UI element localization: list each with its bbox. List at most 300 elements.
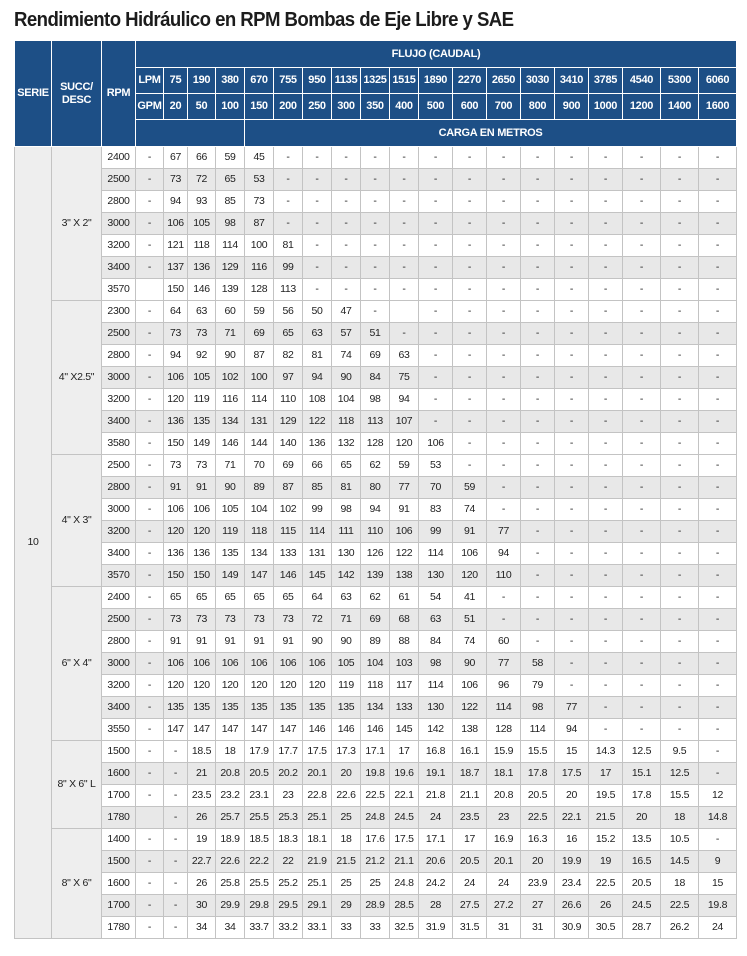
- value-cell: 94: [361, 499, 390, 521]
- succ-desc-cell: 6" X 4": [52, 587, 102, 741]
- value-cell: 73: [164, 323, 188, 345]
- value-cell: 24: [487, 873, 521, 895]
- rpm-cell: 3400: [102, 257, 136, 279]
- lpm-value: 1135: [332, 68, 361, 94]
- value-cell: 73: [245, 609, 274, 631]
- lpm-value: 380: [216, 68, 245, 94]
- value-cell: 120: [164, 675, 188, 697]
- value-cell: -: [390, 169, 419, 191]
- value-cell: 31: [487, 917, 521, 939]
- value-cell: -: [699, 631, 737, 653]
- lpm-blank-cell: -: [136, 917, 164, 939]
- value-cell: 47: [332, 301, 361, 323]
- value-cell: -: [274, 191, 303, 213]
- value-cell: -: [699, 719, 737, 741]
- value-cell: 106: [453, 543, 487, 565]
- value-cell: 89: [361, 631, 390, 653]
- value-cell: 110: [274, 389, 303, 411]
- value-cell: -: [453, 323, 487, 345]
- value-cell: 104: [245, 499, 274, 521]
- value-cell: -: [589, 389, 623, 411]
- value-cell: 74: [332, 345, 361, 367]
- gpm-value: 800: [521, 94, 555, 120]
- value-cell: 146: [361, 719, 390, 741]
- value-cell: 15.2: [589, 829, 623, 851]
- lpm-blank-cell: [136, 279, 164, 301]
- value-cell: 57: [332, 323, 361, 345]
- value-cell: 144: [245, 433, 274, 455]
- value-cell: -: [487, 455, 521, 477]
- value-cell: 25: [332, 807, 361, 829]
- value-cell: 22.6: [332, 785, 361, 807]
- value-cell: -: [623, 499, 661, 521]
- value-cell: 29.8: [245, 895, 274, 917]
- value-cell: -: [487, 191, 521, 213]
- table-row: [15, 565, 737, 587]
- rpm-cell: 1780: [102, 917, 136, 939]
- value-cell: -: [699, 389, 737, 411]
- value-cell: 147: [245, 719, 274, 741]
- value-cell: 59: [216, 147, 245, 169]
- value-cell: 149: [188, 433, 216, 455]
- value-cell: 116: [245, 257, 274, 279]
- value-cell: -: [555, 433, 589, 455]
- value-cell: -: [419, 257, 453, 279]
- value-cell: 106: [164, 653, 188, 675]
- value-cell: 114: [487, 697, 521, 719]
- value-cell: -: [419, 279, 453, 301]
- value-cell: 135: [164, 697, 188, 719]
- value-cell: -: [661, 191, 699, 213]
- value-cell: 150: [188, 565, 216, 587]
- lpm-value: 1515: [390, 68, 419, 94]
- value-cell: 20: [555, 785, 589, 807]
- rpm-cell: 3580: [102, 433, 136, 455]
- value-cell: 99: [419, 521, 453, 543]
- value-cell: -: [521, 609, 555, 631]
- value-cell: 72: [303, 609, 332, 631]
- value-cell: -: [521, 411, 555, 433]
- value-cell: 119: [332, 675, 361, 697]
- value-cell: -: [487, 301, 521, 323]
- value-cell: -: [661, 631, 699, 653]
- value-cell: -: [419, 235, 453, 257]
- table-row: [15, 741, 737, 763]
- value-cell: 107: [390, 411, 419, 433]
- value-cell: 118: [245, 521, 274, 543]
- value-cell: -: [419, 323, 453, 345]
- value-cell: 62: [361, 455, 390, 477]
- value-cell: -: [623, 587, 661, 609]
- value-cell: -: [589, 345, 623, 367]
- value-cell: -: [521, 433, 555, 455]
- value-cell: 81: [303, 345, 332, 367]
- rpm-cell: 2400: [102, 147, 136, 169]
- value-cell: -: [661, 147, 699, 169]
- value-cell: -: [623, 609, 661, 631]
- lpm-value: 1325: [361, 68, 390, 94]
- value-cell: 145: [303, 565, 332, 587]
- gpm-value: 700: [487, 94, 521, 120]
- value-cell: -: [332, 169, 361, 191]
- value-cell: -: [661, 323, 699, 345]
- value-cell: 147: [164, 719, 188, 741]
- value-cell: 20.5: [453, 851, 487, 873]
- value-cell: 26.2: [661, 917, 699, 939]
- value-cell: -: [589, 565, 623, 587]
- value-cell: -: [589, 609, 623, 631]
- value-cell: 120: [453, 565, 487, 587]
- value-cell: 102: [274, 499, 303, 521]
- value-cell: 14.5: [661, 851, 699, 873]
- lpm-label: LPM: [136, 68, 164, 94]
- value-cell: -: [164, 785, 188, 807]
- value-cell: -: [419, 389, 453, 411]
- value-cell: 83: [419, 499, 453, 521]
- value-cell: 122: [390, 543, 419, 565]
- value-cell: 150: [164, 279, 188, 301]
- value-cell: -: [555, 389, 589, 411]
- value-cell: -: [623, 257, 661, 279]
- value-cell: -: [623, 235, 661, 257]
- value-cell: 20: [623, 807, 661, 829]
- lpm-blank-cell: -: [136, 587, 164, 609]
- value-cell: -: [699, 829, 737, 851]
- rpm-cell: 2500: [102, 323, 136, 345]
- value-cell: -: [361, 191, 390, 213]
- value-cell: -: [521, 213, 555, 235]
- value-cell: -: [589, 191, 623, 213]
- value-cell: 22.5: [361, 785, 390, 807]
- value-cell: 73: [188, 455, 216, 477]
- value-cell: 65: [188, 587, 216, 609]
- value-cell: 135: [188, 411, 216, 433]
- value-cell: -: [623, 697, 661, 719]
- value-cell: -: [164, 807, 188, 829]
- value-cell: 20: [332, 763, 361, 785]
- value-cell: 91: [164, 477, 188, 499]
- lpm-blank-cell: -: [136, 521, 164, 543]
- value-cell: 21: [188, 763, 216, 785]
- lpm-blank-cell: -: [136, 433, 164, 455]
- value-cell: -: [390, 147, 419, 169]
- value-cell: 69: [361, 345, 390, 367]
- value-cell: 73: [188, 323, 216, 345]
- lpm-blank-cell: [136, 807, 164, 829]
- value-cell: 140: [274, 433, 303, 455]
- rpm-cell: 1700: [102, 785, 136, 807]
- value-cell: 59: [245, 301, 274, 323]
- value-cell: 17.9: [245, 741, 274, 763]
- value-cell: 22.1: [390, 785, 419, 807]
- value-cell: -: [521, 279, 555, 301]
- value-cell: -: [623, 323, 661, 345]
- gpm-value: 350: [361, 94, 390, 120]
- value-cell: -: [623, 147, 661, 169]
- value-cell: 111: [332, 521, 361, 543]
- value-cell: 63: [390, 345, 419, 367]
- value-cell: -: [699, 411, 737, 433]
- value-cell: -: [699, 433, 737, 455]
- value-cell: 17.5: [390, 829, 419, 851]
- value-cell: 87: [245, 213, 274, 235]
- value-cell: -: [332, 257, 361, 279]
- lpm-value: 2270: [453, 68, 487, 94]
- value-cell: -: [521, 521, 555, 543]
- lpm-blank-cell: -: [136, 719, 164, 741]
- value-cell: 51: [453, 609, 487, 631]
- value-cell: 104: [361, 653, 390, 675]
- value-cell: -: [487, 433, 521, 455]
- value-cell: 17.1: [361, 741, 390, 763]
- gpm-value: 1600: [699, 94, 737, 120]
- rpm-cell: 1500: [102, 851, 136, 873]
- value-cell: -: [555, 565, 589, 587]
- value-cell: -: [623, 631, 661, 653]
- value-cell: 10.5: [661, 829, 699, 851]
- value-cell: 90: [332, 367, 361, 389]
- value-cell: 59: [390, 455, 419, 477]
- value-cell: -: [487, 587, 521, 609]
- value-cell: 15.9: [487, 741, 521, 763]
- value-cell: -: [661, 565, 699, 587]
- lpm-blank-cell: -: [136, 697, 164, 719]
- value-cell: 90: [453, 653, 487, 675]
- value-cell: 69: [245, 323, 274, 345]
- value-cell: -: [555, 455, 589, 477]
- value-cell: 26: [188, 873, 216, 895]
- lpm-blank-cell: -: [136, 653, 164, 675]
- value-cell: -: [453, 389, 487, 411]
- value-cell: 24.2: [419, 873, 453, 895]
- value-cell: 17.6: [361, 829, 390, 851]
- value-cell: 24: [453, 873, 487, 895]
- value-cell: -: [274, 147, 303, 169]
- value-cell: 25.5: [245, 807, 274, 829]
- value-cell: -: [661, 301, 699, 323]
- value-cell: -: [589, 455, 623, 477]
- value-cell: 81: [332, 477, 361, 499]
- value-cell: 25: [361, 873, 390, 895]
- value-cell: 28: [419, 895, 453, 917]
- value-cell: 61: [390, 587, 419, 609]
- value-cell: 15.5: [661, 785, 699, 807]
- value-cell: -: [361, 235, 390, 257]
- value-cell: -: [589, 367, 623, 389]
- value-cell: 20.6: [419, 851, 453, 873]
- value-cell: 137: [164, 257, 188, 279]
- lpm-blank-cell: -: [136, 323, 164, 345]
- lpm-value: 950: [303, 68, 332, 94]
- gpm-value: 200: [274, 94, 303, 120]
- value-cell: 22: [274, 851, 303, 873]
- value-cell: 73: [164, 169, 188, 191]
- table-row: [15, 785, 737, 807]
- value-cell: 120: [390, 433, 419, 455]
- value-cell: -: [487, 499, 521, 521]
- value-cell: 135: [216, 697, 245, 719]
- value-cell: 113: [274, 279, 303, 301]
- table-row: [15, 257, 737, 279]
- value-cell: 63: [419, 609, 453, 631]
- value-cell: 24.8: [390, 873, 419, 895]
- value-cell: -: [699, 521, 737, 543]
- value-cell: [390, 301, 419, 323]
- value-cell: -: [521, 169, 555, 191]
- value-cell: -: [623, 279, 661, 301]
- value-cell: 120: [164, 521, 188, 543]
- value-cell: -: [661, 697, 699, 719]
- table-row: [15, 851, 737, 873]
- value-cell: 128: [361, 433, 390, 455]
- value-cell: 65: [216, 587, 245, 609]
- value-cell: -: [699, 741, 737, 763]
- value-cell: 30: [188, 895, 216, 917]
- value-cell: -: [487, 169, 521, 191]
- value-cell: 106: [164, 499, 188, 521]
- value-cell: 126: [361, 543, 390, 565]
- table-row: [15, 169, 737, 191]
- value-cell: 131: [303, 543, 332, 565]
- value-cell: 106: [216, 653, 245, 675]
- value-cell: 104: [332, 389, 361, 411]
- value-cell: 85: [303, 477, 332, 499]
- value-cell: 91: [245, 631, 274, 653]
- table-row: [15, 367, 737, 389]
- value-cell: 9: [699, 851, 737, 873]
- value-cell: -: [521, 367, 555, 389]
- value-cell: 12.5: [661, 763, 699, 785]
- lpm-blank-cell: -: [136, 565, 164, 587]
- value-cell: -: [453, 301, 487, 323]
- value-cell: -: [487, 411, 521, 433]
- value-cell: 105: [332, 653, 361, 675]
- value-cell: 25.5: [245, 873, 274, 895]
- value-cell: 22.5: [521, 807, 555, 829]
- value-cell: 106: [164, 213, 188, 235]
- value-cell: -: [589, 521, 623, 543]
- value-cell: 98: [521, 697, 555, 719]
- value-cell: 18.5: [245, 829, 274, 851]
- lpm-blank-cell: -: [136, 213, 164, 235]
- value-cell: -: [164, 851, 188, 873]
- lpm-blank-cell: -: [136, 257, 164, 279]
- value-cell: 75: [390, 367, 419, 389]
- value-cell: 120: [274, 675, 303, 697]
- value-cell: 108: [303, 389, 332, 411]
- value-cell: 15: [699, 873, 737, 895]
- lpm-blank-cell: -: [136, 543, 164, 565]
- value-cell: -: [623, 455, 661, 477]
- value-cell: -: [303, 257, 332, 279]
- value-cell: 84: [419, 631, 453, 653]
- value-cell: -: [555, 587, 589, 609]
- lpm-blank-cell: -: [136, 851, 164, 873]
- value-cell: 90: [303, 631, 332, 653]
- value-cell: -: [699, 345, 737, 367]
- value-cell: -: [589, 433, 623, 455]
- value-cell: 135: [188, 697, 216, 719]
- value-cell: -: [521, 543, 555, 565]
- value-cell: -: [521, 235, 555, 257]
- value-cell: 98: [332, 499, 361, 521]
- value-cell: 65: [245, 587, 274, 609]
- value-cell: -: [699, 499, 737, 521]
- value-cell: -: [555, 543, 589, 565]
- table-row: [15, 543, 737, 565]
- rpm-cell: 3000: [102, 653, 136, 675]
- rpm-cell: 3570: [102, 565, 136, 587]
- value-cell: -: [419, 191, 453, 213]
- value-cell: 16.8: [419, 741, 453, 763]
- value-cell: -: [332, 235, 361, 257]
- rpm-cell: 3200: [102, 235, 136, 257]
- value-cell: -: [453, 257, 487, 279]
- value-cell: 67: [164, 147, 188, 169]
- value-cell: 142: [419, 719, 453, 741]
- value-cell: -: [521, 455, 555, 477]
- value-cell: -: [555, 367, 589, 389]
- value-cell: -: [361, 301, 390, 323]
- value-cell: 65: [164, 587, 188, 609]
- value-cell: 130: [332, 543, 361, 565]
- succ-desc-header: SUCC/ DESC: [52, 41, 102, 147]
- value-cell: 128: [245, 279, 274, 301]
- value-cell: 133: [390, 697, 419, 719]
- value-cell: -: [303, 169, 332, 191]
- value-cell: 19: [188, 829, 216, 851]
- value-cell: 58: [521, 653, 555, 675]
- value-cell: 94: [164, 191, 188, 213]
- value-cell: 106: [188, 653, 216, 675]
- value-cell: -: [555, 191, 589, 213]
- value-cell: -: [555, 675, 589, 697]
- serie-header: SERIE: [15, 41, 52, 147]
- value-cell: -: [699, 169, 737, 191]
- gpm-value: 1400: [661, 94, 699, 120]
- value-cell: -: [332, 147, 361, 169]
- table-row: [15, 609, 737, 631]
- value-cell: 139: [216, 279, 245, 301]
- value-cell: 22.8: [303, 785, 332, 807]
- value-cell: 25.7: [216, 807, 245, 829]
- value-cell: 74: [453, 631, 487, 653]
- value-cell: 114: [419, 543, 453, 565]
- rpm-cell: 3400: [102, 411, 136, 433]
- value-cell: 69: [361, 609, 390, 631]
- value-cell: 51: [361, 323, 390, 345]
- succ-desc-cell: 8" X 6": [52, 829, 102, 939]
- value-cell: 142: [332, 565, 361, 587]
- value-cell: 28.9: [361, 895, 390, 917]
- value-cell: 20.8: [487, 785, 521, 807]
- value-cell: -: [487, 477, 521, 499]
- value-cell: -: [521, 389, 555, 411]
- value-cell: 91: [453, 521, 487, 543]
- value-cell: -: [419, 367, 453, 389]
- value-cell: -: [555, 411, 589, 433]
- value-cell: -: [589, 477, 623, 499]
- value-cell: -: [699, 565, 737, 587]
- value-cell: 136: [164, 411, 188, 433]
- value-cell: -: [521, 147, 555, 169]
- value-cell: -: [661, 609, 699, 631]
- value-cell: 33.7: [245, 917, 274, 939]
- rpm-cell: 3000: [102, 499, 136, 521]
- value-cell: 114: [303, 521, 332, 543]
- value-cell: 87: [274, 477, 303, 499]
- lpm-blank-cell: -: [136, 631, 164, 653]
